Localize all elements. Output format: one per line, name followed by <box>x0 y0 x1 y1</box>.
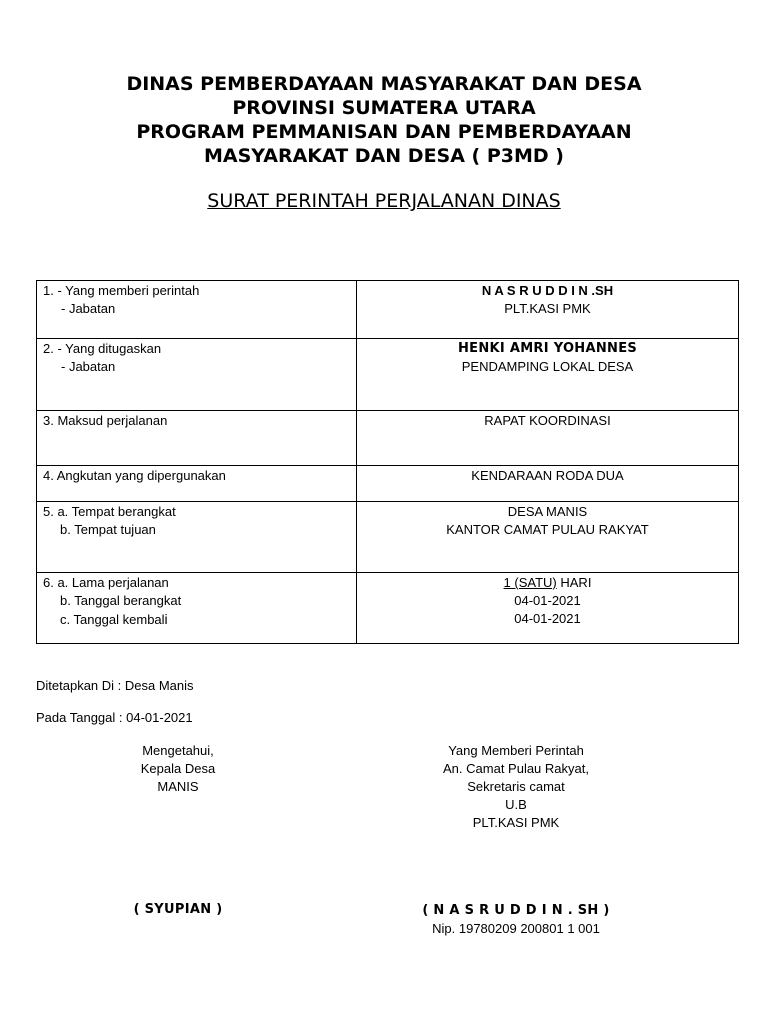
value-line: KENDARAAN RODA DUA <box>471 468 624 483</box>
sign-line: PLT.KASI PMK <box>472 815 560 830</box>
row-value-cell <box>357 411 739 466</box>
value-line: PLT.KASI PMK <box>504 301 591 316</box>
table-row <box>37 502 739 573</box>
header <box>0 72 768 168</box>
table-row <box>37 339 739 411</box>
duration-value: 1 (SATU) <box>503 575 557 590</box>
label-line: 1. - Yang memberi perintah <box>43 283 200 298</box>
right-signatory <box>386 902 646 938</box>
value-line: KANTOR CAMAT PULAU RAKYAT <box>446 522 649 537</box>
header-line-2: PROVINSI SUMATERA UTARA <box>232 97 536 119</box>
value-line: DESA MANIS <box>507 504 588 519</box>
left-signatory-name: ( SYUPIAN ) <box>133 902 223 917</box>
label-line: 3. Maksud perjalanan <box>43 413 168 428</box>
table-row <box>37 281 739 339</box>
value-line: 04-01-2021 <box>514 593 581 608</box>
issued-date: Pada Tanggal : 04-01-2021 <box>36 710 193 725</box>
row-value-cell <box>357 339 739 411</box>
row-label-cell <box>37 339 357 411</box>
row-value-cell <box>357 281 739 339</box>
label-text: c. Tanggal kembal <box>60 612 165 627</box>
sign-line: Yang Memberi Perintah <box>448 743 584 758</box>
duration-unit: HARI <box>556 575 592 590</box>
sign-line: Sekretaris camat <box>467 779 565 794</box>
row-label-cell <box>37 502 357 573</box>
right-signatory-name: ( N A S R U D D I N . SH ) <box>422 903 610 918</box>
label-line: b. Tanggal berangkat <box>60 593 182 608</box>
right-signature-block <box>386 742 646 832</box>
sign-line: MANIS <box>157 779 199 794</box>
row-label-cell <box>37 573 357 644</box>
row-label-cell <box>37 466 357 502</box>
label-line: b. Tempat tujuan <box>60 522 156 537</box>
label-line <box>43 610 350 629</box>
right-signatory-nip: Nip. 19780209 200801 1 001 <box>432 921 600 936</box>
sign-line: An. Camat Pulau Rakyat, <box>443 761 589 776</box>
value-line: N A S R U D D I N .SH <box>481 283 614 298</box>
row-value-cell <box>357 466 739 502</box>
label-line: 5. a. Tempat berangkat <box>43 504 176 519</box>
issued-at: Ditetapkan Di : Desa Manis <box>36 678 194 693</box>
value-line <box>363 574 732 592</box>
header-line-1: DINAS PEMBERDAYAAN MASYARAKAT DAN DESA <box>126 73 642 95</box>
label-line: - Jabatan <box>61 301 116 316</box>
label-line: 2. - Yang ditugaskan <box>43 341 162 356</box>
row-value-cell <box>357 573 739 644</box>
row-value-cell <box>357 502 739 573</box>
value-line: RAPAT KOORDINASI <box>484 413 611 428</box>
row-label-cell <box>37 281 357 339</box>
value-line: 04-01-2021 <box>514 611 581 626</box>
left-signature-block <box>98 742 258 796</box>
sign-line: Kepala Desa <box>140 761 216 776</box>
row-label-cell <box>37 411 357 466</box>
label-text-end: i <box>164 611 168 627</box>
label-line: - Jabatan <box>61 359 116 374</box>
label-line: 4. Angkutan yang dipergunakan <box>43 468 226 483</box>
header-line-4: MASYARAKAT DAN DESA ( P3MD ) <box>204 145 564 167</box>
sign-line: Mengetahui, <box>142 743 214 758</box>
table-row <box>37 573 739 644</box>
document-title: SURAT PERINTAH PERJALANAN DINAS <box>207 190 561 212</box>
header-line-3: PROGRAM PEMMANISAN DAN PEMBERDAYAAN <box>136 121 632 143</box>
travel-order-table <box>36 280 739 644</box>
sign-line: U.B <box>505 797 527 812</box>
value-line: HENKI AMRI YOHANNES <box>457 341 638 356</box>
value-line: PENDAMPING LOKAL DESA <box>461 359 634 374</box>
table-row <box>37 466 739 502</box>
table-row <box>37 411 739 466</box>
label-line: 6. a. Lama perjalanan <box>43 575 169 590</box>
